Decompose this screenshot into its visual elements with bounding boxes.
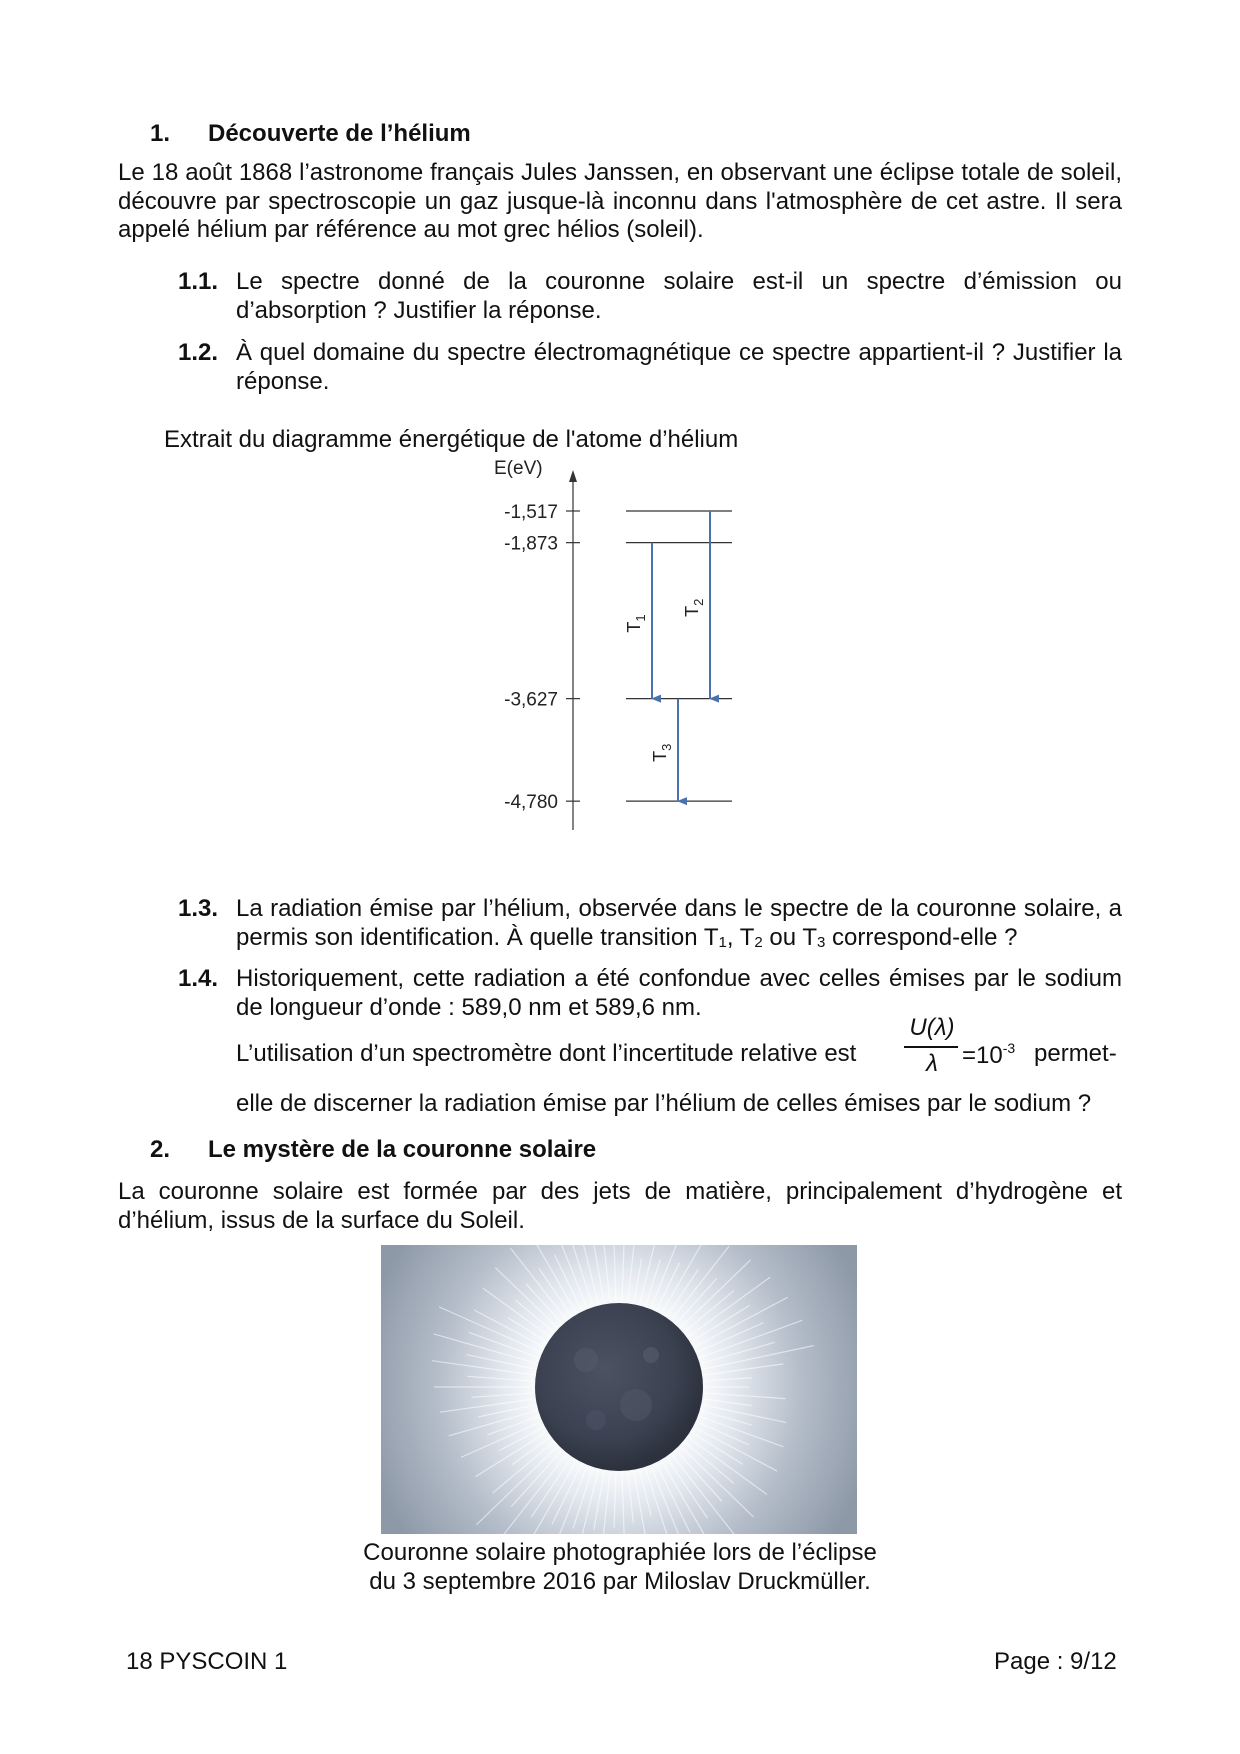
t1-subscript: 1 [718,933,727,951]
question-1-4-line2-end: permet- [1034,1040,1117,1067]
section-2-number: 2. [150,1136,171,1163]
question-1-3-text-b: correspond-elle ? [825,923,1018,951]
section-2-title: Le mystère de la couronne solaire [208,1136,597,1163]
energy-axis-arrow-icon [569,470,577,482]
t3-subscript: 3 [817,933,826,951]
energy-level-label: -1,517 [504,502,558,523]
section-1-intro: Le 18 août 1868 l’astronome français Jules Janssen, en observant une éclipse totale de soleil, découvre par spectroscopie un gaz jusque-là inconnu dans l'atmosphère de cet astre. Il sera appelé hélium par référence au mot grec hélios (soleil). [118,159,1122,243]
energy-level-label: -1,873 [504,533,558,555]
footer-page-number: Page : 9/12 [994,1648,1117,1675]
question-1-2-text: À quel domaine du spectre électromagnétique ce spectre appartient-il ? Justifier la réponse. [236,339,1122,395]
section-1-heading [150,120,471,148]
photo-caption [310,1538,930,1596]
energy-level-label: -3,627 [504,689,558,711]
energy-level-diagram [480,452,760,842]
fraction-denominator: λ [926,1050,938,1077]
section-1-title: Découverte de l’hélium [208,120,471,147]
footer-code: 18 PYSCOIN 1 [126,1648,288,1675]
question-1-2-number: 1.2. [178,339,219,366]
question-1-3-text [236,895,1122,957]
question-1-4-line3: elle de discerner la radiation émise par l’hélium de celles émises par le sodium ? [236,1090,1092,1117]
question-1-3-sep1: , T [726,923,755,951]
fraction-bar [904,1046,958,1048]
photo-caption-line-1: Couronne solaire photographiée lors de l’éclipse [363,1539,877,1566]
section-1-number: 1. [150,120,171,147]
transition-label: $T_2$ [682,598,706,617]
transition-label: $T_1$ [624,614,648,633]
question-1-1-text: Le spectre donné de la couronne solaire est-il un spectre d’émission ou d’absorption ? Justifier la réponse. [236,268,1122,324]
question-1-4-line2-start: L’utilisation d’un spectromètre dont l’incertitude relative est [236,1040,857,1067]
section-2-intro: La couronne solaire est formée par des jets de matière, principalement d’hydrogène et d’hélium, issus de la surface du Soleil. [118,1178,1122,1234]
question-1-1-number: 1.1. [178,268,219,295]
uncertainty-exponent: -3 [1002,1040,1016,1056]
uncertainty-fraction [902,1014,962,1077]
question-1-4-text: Historiquement, cette radiation a été confondue avec celles émises par le sodium de longueur d’onde : 589,0 nm et 589,6 nm. [236,965,1122,1021]
question-1-3-text-a: La radiation émise par l’hélium, observée dans le spectre de la couronne solaire, a permis son identification. À quelle transition T [236,895,1122,951]
solar-corona-photo [381,1245,857,1534]
energy-level-label: -4,780 [504,792,558,814]
question-1-3-sep2: ou T [762,923,817,951]
photo-caption-line-2: du 3 septembre 2016 par Miloslav Druckmüller. [369,1568,871,1595]
question-1-4-number: 1.4. [178,965,219,992]
energy-axis-label: E(eV) [494,458,543,479]
transition-label: $T_3$ [650,743,674,762]
diagram-title: Extrait du diagramme énergétique de l'atome d’hélium [164,426,739,453]
section-2-heading [150,1136,596,1164]
uncertainty-value [962,1040,1015,1070]
t2-subscript: 2 [754,933,763,951]
fraction-numerator: U(λ) [909,1014,955,1041]
question-1-3-number: 1.3. [178,895,219,922]
uncertainty-equals: =10 [962,1042,1003,1069]
